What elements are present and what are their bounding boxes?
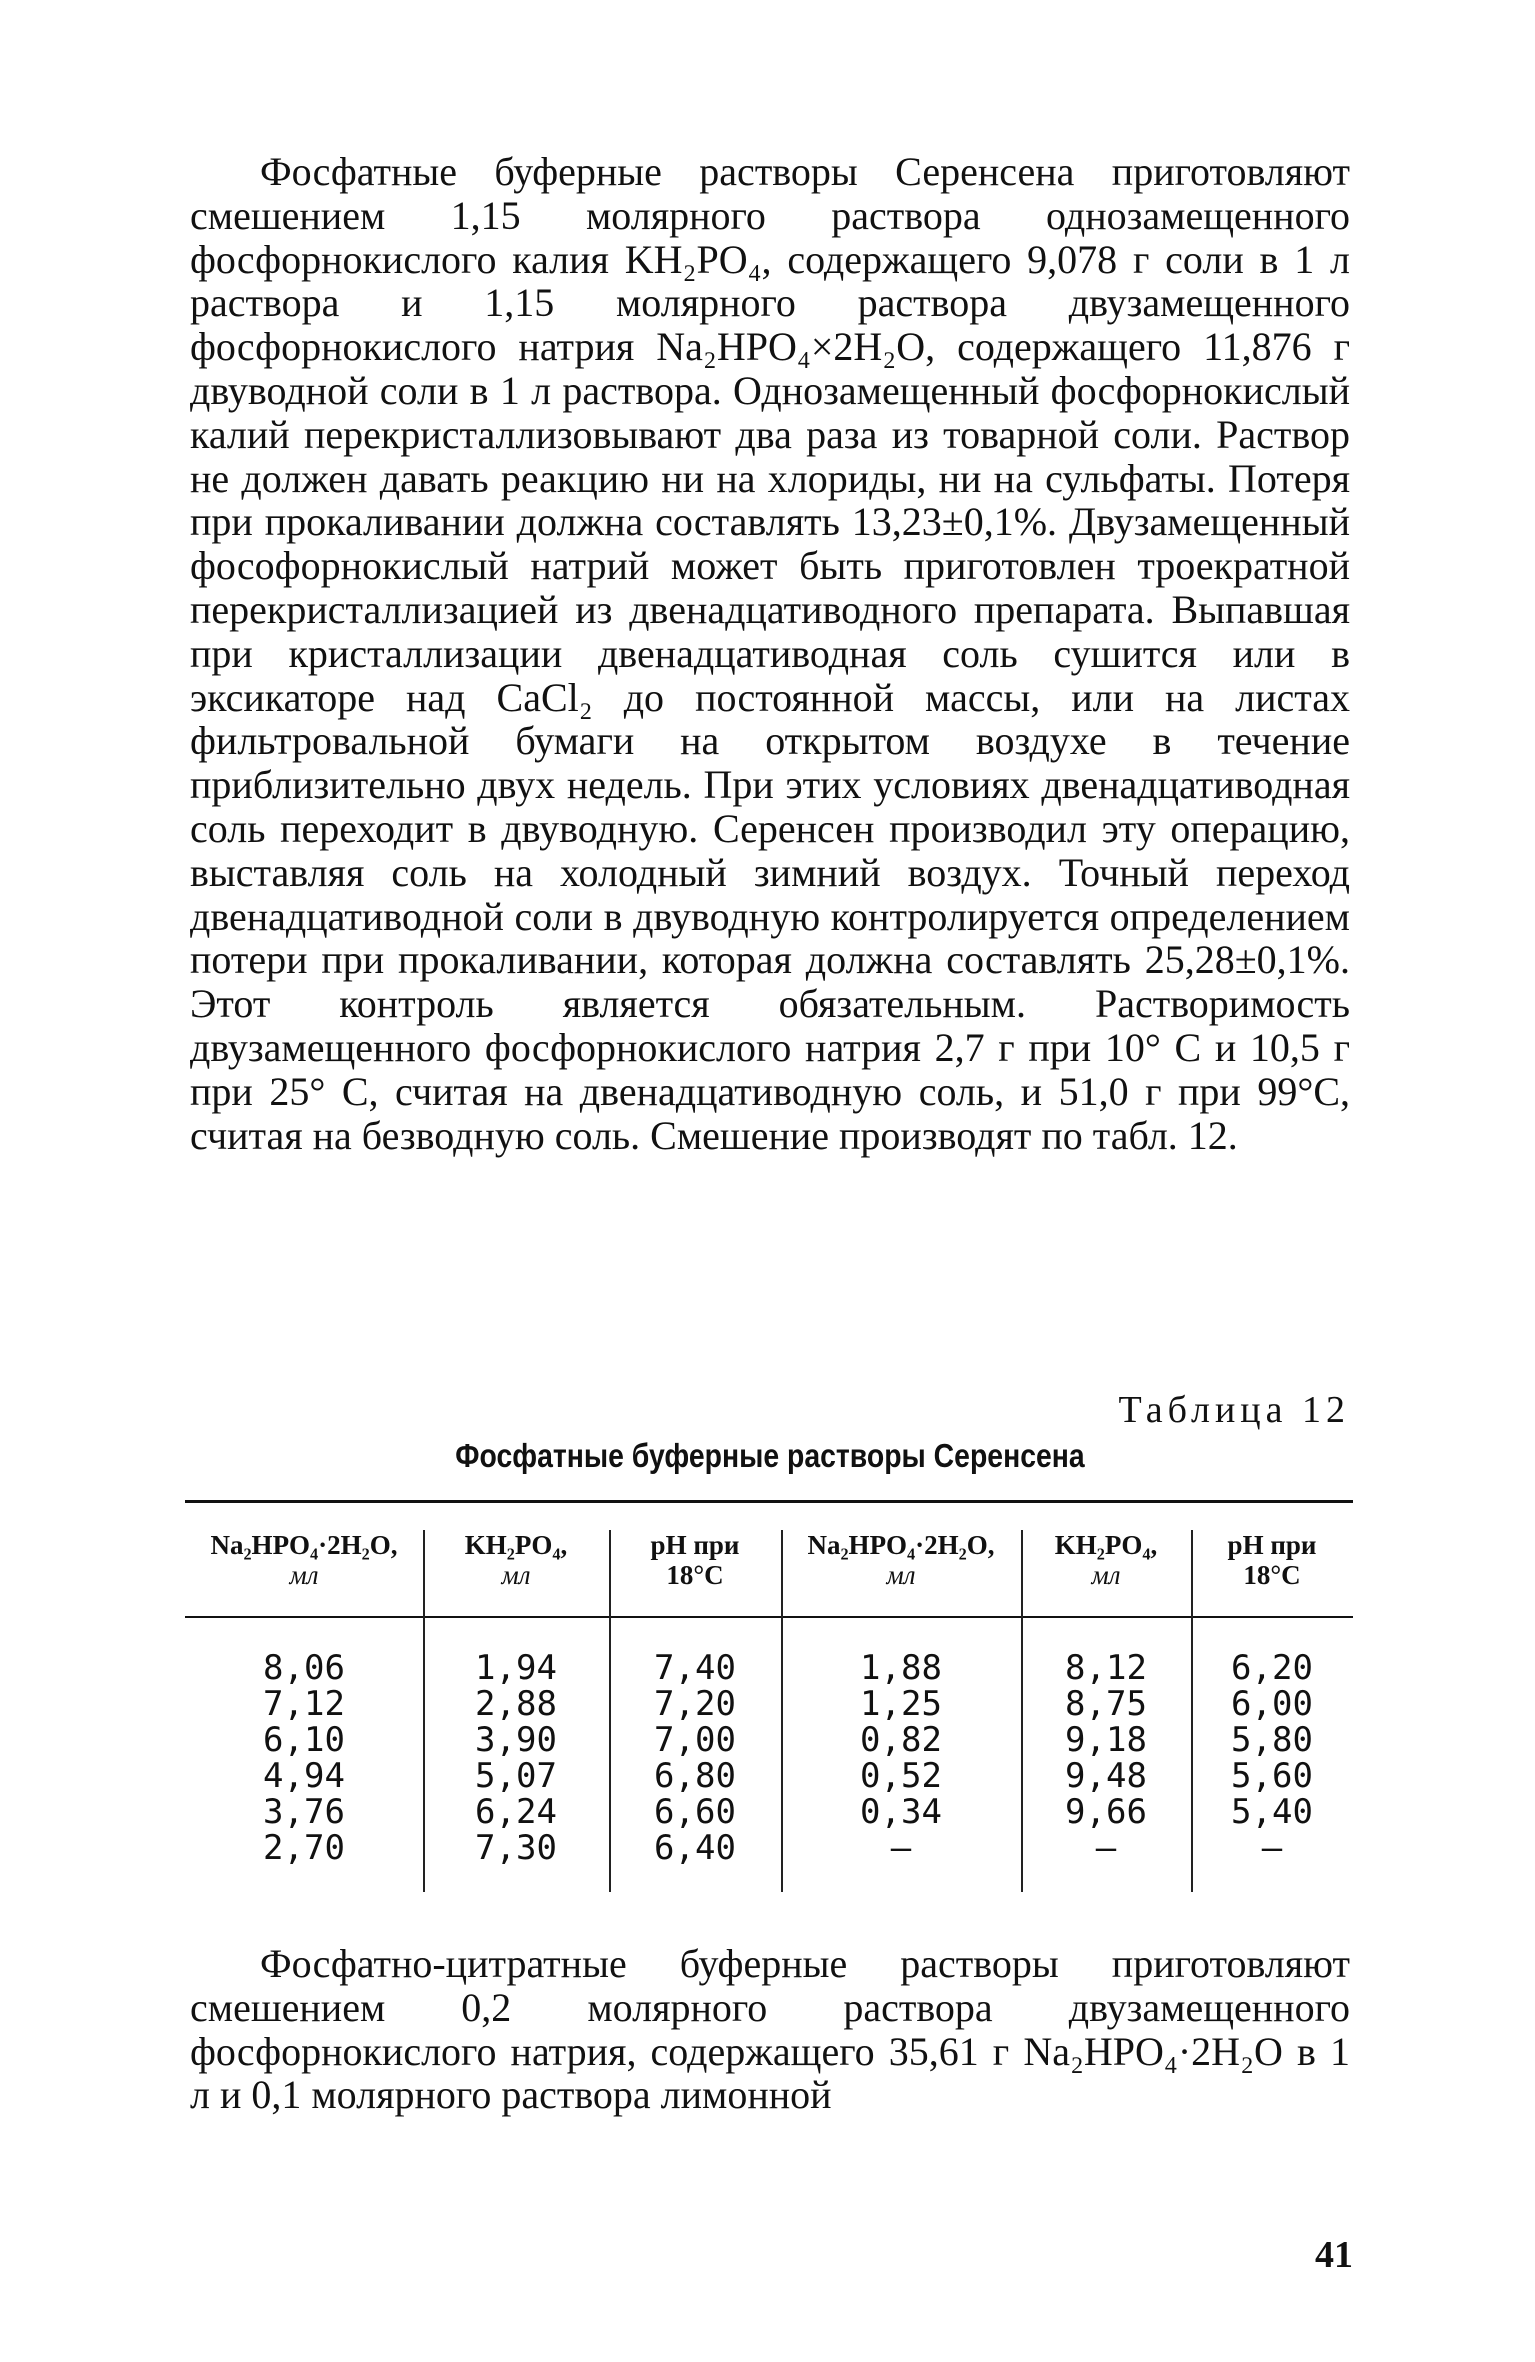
header-na2hpo4-2 (781, 1530, 1021, 1610)
table-cell: 6,60 (654, 1792, 736, 1832)
paragraph-phosphate-citrate-buffers: Фосфатно-цитратные буферные растворы приготовляют смешением 0,2 молярного раствора двузамещенного фосфорнокислого натрия, содержащего 35,61 г Na₂HPO₄·2H₂O в 1 л и 0,1 молярного раствора лимонной (190, 1941, 1350, 2118)
table-cell: 6,20 (1231, 1648, 1313, 1688)
table-cell: 6,10 (263, 1720, 345, 1760)
table-number: Таблица 12 (1118, 1389, 1350, 1431)
column-ph-1 (609, 1650, 781, 1866)
header-label: KH₂PO₄, (1054, 1530, 1158, 1560)
table-cell: 8,06 (263, 1648, 345, 1688)
table-cell: 2,88 (475, 1684, 557, 1724)
table-cell: 6,00 (1231, 1684, 1313, 1724)
header-unit: мл (501, 1560, 531, 1590)
table-cell: 1,88 (860, 1648, 942, 1688)
table-cell: 9,48 (1065, 1756, 1147, 1796)
table-cell: 3,76 (263, 1792, 345, 1832)
header-label: pH при (650, 1530, 740, 1560)
table-cell: 4,94 (263, 1756, 345, 1796)
column-na2hpo4-1 (185, 1650, 423, 1866)
table-cell: 7,40 (654, 1648, 736, 1688)
table-title: Фосфатные буферные растворы Серенсена (455, 1437, 1085, 1474)
paragraph-phosphate-buffers: Фосфатные буферные растворы Серенсена приготовляют смешением 1,15 молярного раствора однозамещенного фосфорнокислого калия KH₂PO₄, содержащего 9,078 г соли в 1 л раствора и 1,15 молярного раствора двузамещенного фосфорнокислого натрия Na₂HPO₄×2H₂O, содержащего 11,876 г двуводной соли в 1 л раствора. Однозамещенный фосфорнокислый калий перекристаллизовывают два раза из товарной соли. Раствор не должен давать реакцию ни на хлориды, ни на сульфаты. Потеря при прокаливании должна составлять 13,23±0,1%. Двузамещенный фософорнокислый натрий может быть приготовлен троекратной перекристаллизацией из двенадцативодного препарата. Выпавшая при кристаллизации двенадцативодная соль сушится или в эксикаторе над CaCl₂ до постоянной массы, или на листах фильтровальной бумаги на открытом воздухе в течение приблизительно двух недель. При этих условиях двенадцативодная соль переходит в двуводную. Серенсен производил эту операцию, выставляя соль на холодный зимний воздух. Точный переход двенадцативодной соли в двуводную контролируется определением потери при прокаливании, которая должна составлять 25,28±0,1%. Этот контроль является обязательным. Растворимость двузамещенного фосфорнокислого натрия 2,7 г при 10° С и 10,5 г при 25° С, считая на двенадцативодную соль, и 51,0 г при 99°С, считая на безводную соль. Смешение производят по табл. 12. (190, 149, 1350, 1158)
table-cell: 9,66 (1065, 1792, 1147, 1832)
table-cell: 5,80 (1231, 1720, 1313, 1760)
table-cell: 5,60 (1231, 1756, 1313, 1796)
table-cell: 0,52 (860, 1756, 942, 1796)
column-na2hpo4-2 (781, 1650, 1021, 1866)
sorensen-buffer-table (185, 1500, 1353, 1892)
table-cell: 7,30 (475, 1828, 557, 1868)
table-cell: 7,20 (654, 1684, 736, 1724)
table-header-rule (185, 1616, 1353, 1618)
header-kh2po4-2 (1021, 1530, 1191, 1610)
table-cell: 0,34 (860, 1792, 942, 1832)
table-cell: 8,12 (1065, 1648, 1147, 1688)
header-label: pH при (1227, 1530, 1317, 1560)
header-ph-2 (1191, 1530, 1353, 1610)
table-cell: 3,90 (475, 1720, 557, 1760)
header-label: KH₂PO₄, (464, 1530, 568, 1560)
table-cell: 2,70 (263, 1828, 345, 1868)
header-unit: 18°C (666, 1560, 724, 1590)
table-cell: 1,25 (860, 1684, 942, 1724)
column-kh2po4-1 (423, 1650, 609, 1866)
header-kh2po4-1 (423, 1530, 609, 1610)
header-unit: мл (289, 1560, 319, 1590)
table-cell: — (1095, 1828, 1117, 1868)
header-label: Na₂HPO₄·2H₂O, (210, 1530, 398, 1560)
table-top-rule (185, 1500, 1353, 1503)
table-cell: 6,40 (654, 1828, 736, 1868)
header-ph-1 (609, 1530, 781, 1610)
table-cell: 6,80 (654, 1756, 736, 1796)
table-cell: 5,40 (1231, 1792, 1313, 1832)
header-label: Na₂HPO₄·2H₂O, (807, 1530, 995, 1560)
table-cell: — (890, 1828, 912, 1868)
table-cell: 8,75 (1065, 1684, 1147, 1724)
table-cell: 5,07 (475, 1756, 557, 1796)
table-cell: 0,82 (860, 1720, 942, 1760)
table-cell: 9,18 (1065, 1720, 1147, 1760)
header-na2hpo4-1 (185, 1530, 423, 1610)
column-ph-2 (1191, 1650, 1353, 1866)
table-cell: 1,94 (475, 1648, 557, 1688)
table-cell: — (1261, 1828, 1283, 1868)
column-kh2po4-2 (1021, 1650, 1191, 1866)
page-number: 41 (1315, 2234, 1353, 2276)
table-cell: 7,12 (263, 1684, 345, 1724)
header-unit: мл (1091, 1560, 1121, 1590)
header-unit: 18°C (1243, 1560, 1301, 1590)
table-cell: 7,00 (654, 1720, 736, 1760)
table-cell: 6,24 (475, 1792, 557, 1832)
header-unit: мл (886, 1560, 916, 1590)
